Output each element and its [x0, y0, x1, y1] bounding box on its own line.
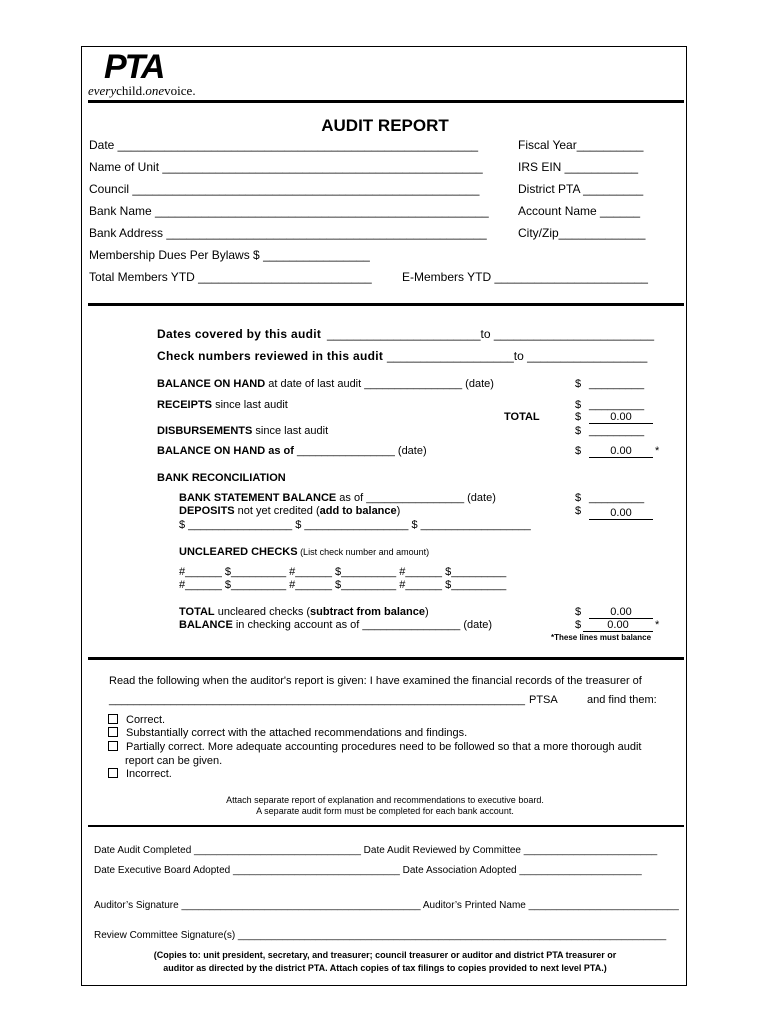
review-committee-row[interactable]: Review Committee Signature(s) _____________________________________________________________________________ [94, 930, 667, 941]
check-numbers-label: Check numbers reviewed in this audit [157, 349, 384, 363]
checkbox-icon[interactable] [108, 727, 118, 737]
bank-statement-amount[interactable]: _________ [589, 492, 645, 504]
deposits-dollar: $ [575, 505, 582, 517]
checkbox-icon[interactable] [108, 714, 118, 724]
total-members-field[interactable]: Total Members YTD __________________________ [89, 270, 372, 284]
total-amount[interactable]: 0.00 [589, 411, 653, 424]
check-numbers-field[interactable]: ___________________to __________________ [387, 349, 648, 363]
disbursements-dollar: $ [575, 425, 582, 437]
deposits-label: DEPOSITS not yet credited (add to balance) [179, 505, 401, 517]
balance-on-hand-amount[interactable]: _________ [589, 378, 645, 390]
pta-logo: PTA [104, 48, 164, 86]
date-completed-row[interactable]: Date Audit Completed ______________________________ Date Audit Reviewed by Committee ________________________ [94, 845, 658, 856]
total-uncleared-dollar: $ [575, 606, 582, 618]
bank-statement-dollar: $ [575, 492, 582, 504]
total-dollar: $ [575, 411, 582, 423]
balance-asterisk: * [655, 445, 660, 457]
must-balance-note: *These lines must balance [551, 633, 652, 642]
bank-reconciliation-heading: BANK RECONCILIATION [157, 472, 286, 484]
city-zip-field[interactable]: City/Zip_____________ [518, 226, 646, 240]
option-correct[interactable]: Correct. [108, 714, 165, 726]
disbursements-label: DISBURSEMENTS since last audit [157, 425, 329, 437]
total-uncleared-amount[interactable]: 0.00 [589, 606, 653, 619]
membership-dues-field[interactable]: Membership Dues Per Bylaws $ ________________ [89, 248, 370, 262]
irs-ein-field[interactable]: IRS EIN ___________ [518, 160, 639, 174]
balance-as-of-dollar: $ [575, 445, 582, 457]
name-of-unit-field[interactable]: Name of Unit ________________________________________________ [89, 160, 483, 174]
treasurer-unit-field[interactable]: ____________________________________________________________________ [109, 694, 526, 706]
fiscal-year-field[interactable]: Fiscal Year__________ [518, 138, 644, 152]
section-rule-2 [88, 657, 684, 660]
balance-on-hand-label: BALANCE ON HAND at date of last audit ________________ (date) [157, 378, 494, 390]
checking-asterisk: * [655, 619, 660, 631]
date-field[interactable]: Date ______________________________________________________ [89, 138, 479, 152]
date-adopted-row[interactable]: Date Executive Board Adopted ______________________________ Date Association Adopted ______________________ [94, 865, 642, 876]
balance-checking-label: BALANCE in checking account as of ________________ (date) [179, 619, 493, 631]
find-them-label: and find them: [587, 694, 657, 706]
deposits-amount[interactable]: 0.00 [589, 507, 653, 520]
option-substantially-correct[interactable]: Substantially correct with the attached recommendations and findings. [108, 727, 467, 739]
logo-tagline: everychild.onevoice. [88, 83, 196, 98]
uncleared-check-row-1[interactable]: #______ $_________ #______ $_________ #______ $_________ [179, 566, 507, 578]
header-rule [88, 100, 684, 103]
bank-name-field[interactable]: Bank Name __________________________________________________ [89, 204, 489, 218]
bank-statement-label: BANK STATEMENT BALANCE as of ________________ (date) [179, 492, 496, 504]
balance-on-hand-dollar: $ [575, 378, 582, 390]
balance-checking-dollar: $ [575, 619, 582, 631]
district-pta-field[interactable]: District PTA _________ [518, 182, 644, 196]
total-uncleared-label: TOTAL uncleared checks (subtract from balance) [179, 606, 429, 618]
disbursements-amount[interactable]: _________ [589, 425, 645, 437]
section-rule-3 [88, 825, 684, 827]
attach-note-2: A separate audit form must be completed for each bank account. [256, 806, 514, 816]
uncleared-check-row-2[interactable]: #______ $_________ #______ $_________ #______ $_________ [179, 579, 507, 591]
receipts-label: RECEIPTS since last audit [157, 399, 288, 411]
copies-note-2: auditor as directed by the district PTA. Attach copies of tax filings to copies provided to next level PTA.) [163, 963, 607, 973]
checkbox-icon[interactable] [108, 741, 118, 751]
receipts-amount[interactable]: _________ [589, 399, 645, 411]
council-field[interactable]: Council ____________________________________________________ [89, 182, 480, 196]
auditor-signature-row[interactable]: Auditor’s Signature ___________________________________________ Auditor’s Printed Name ___________________________ [94, 900, 679, 911]
total-label: TOTAL [504, 411, 540, 423]
auditor-statement: Read the following when the auditor's report is given: I have examined the financial records of the treasurer of [109, 675, 642, 687]
section-rule-1 [88, 303, 684, 306]
ptsa-label: PTSA [529, 694, 558, 706]
deposit-lines[interactable]: $ _________________ $ _________________ $ __________________ [179, 519, 531, 531]
account-name-field[interactable]: Account Name ______ [518, 204, 641, 218]
copies-note-1: (Copies to: unit president, secretary, and treasurer; council treasurer or auditor and district PTA treasurer or [153, 950, 617, 960]
dates-covered-label: Dates covered by this audit [157, 327, 322, 341]
bank-address-field[interactable]: Bank Address ________________________________________________ [89, 226, 487, 240]
attach-note-1: Attach separate report of explanation and recommendations to executive board. [226, 795, 544, 805]
balance-as-of-label: BALANCE ON HAND as of ________________ (date) [157, 445, 427, 457]
page-title: AUDIT REPORT [321, 116, 449, 135]
dates-covered-field[interactable]: _______________________to ________________________ [327, 327, 655, 341]
balance-checking-amount[interactable]: 0.00 [583, 619, 653, 632]
option-partially-correct-cont: report can be given. [125, 755, 223, 767]
uncleared-checks-label: UNCLEARED CHECKS (List check number and amount) [179, 546, 430, 558]
e-members-field[interactable]: E-Members YTD _______________________ [402, 270, 648, 284]
receipts-dollar: $ [575, 399, 582, 411]
checkbox-icon[interactable] [108, 768, 118, 778]
option-incorrect[interactable]: Incorrect. [108, 768, 172, 780]
balance-as-of-amount[interactable]: 0.00 [589, 445, 653, 458]
option-partially-correct[interactable]: Partially correct. More adequate accounting procedures need to be followed so that a more thorough audit [108, 741, 641, 753]
